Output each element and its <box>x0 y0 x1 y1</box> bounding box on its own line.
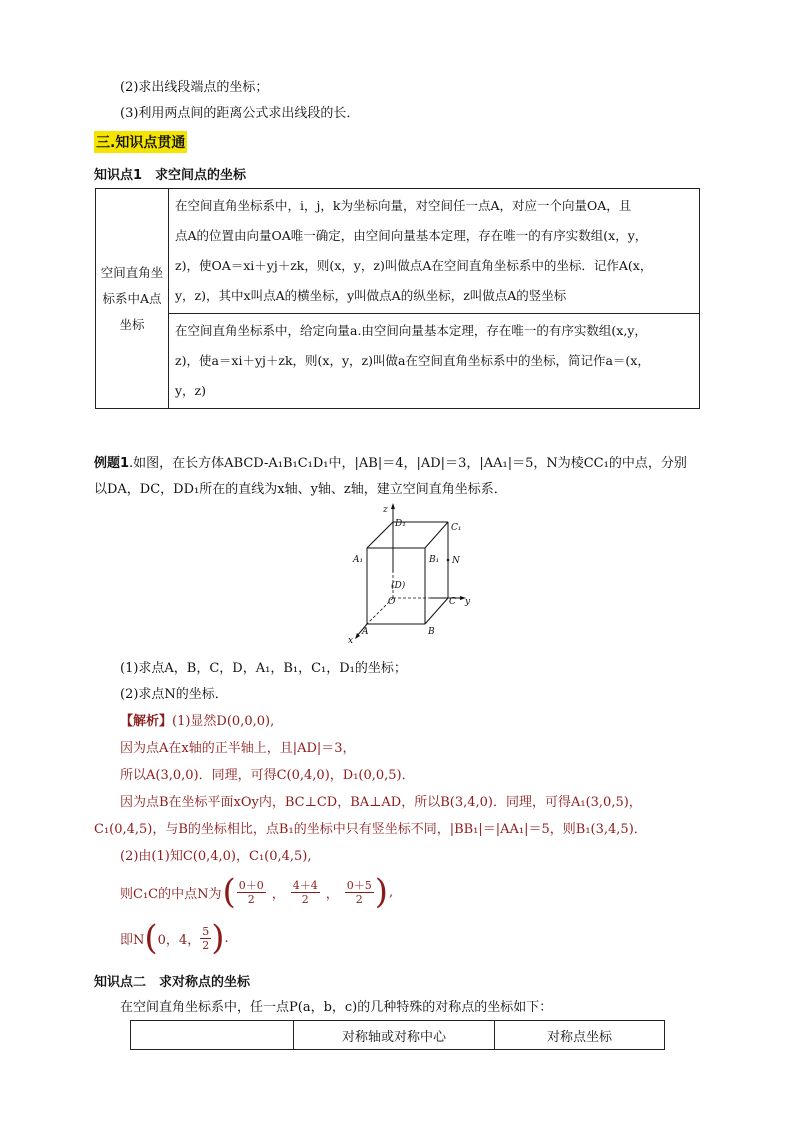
label-d: (D) <box>391 581 406 591</box>
question-2: (2)求点N的坐标． <box>120 687 228 702</box>
example-1-line-2: 以DA，DC，DD₁所在的直线为x轴、y轴、z轴，建立空间直角坐标系． <box>94 482 507 497</box>
definition-line-2: 点A的位置由向量OA唯一确定，由空间向量基本定理，存在唯一的有序实数组(x，y， <box>175 228 648 243</box>
question-1: (1)求点A，B，C，D，A₁，B₁，C₁，D₁的坐标； <box>120 661 407 676</box>
knowledge-table <box>95 188 700 409</box>
symmetry-header-center: 对称轴或对称中心 <box>294 1021 495 1050</box>
solution-line-5: C₁(0,4,5)，与B的坐标相比，点B₁的坐标中只有竖坐标不同，|BB₁|＝|AA₁|＝5，则B₁(3,4,5)． <box>94 822 647 837</box>
symmetry-header-blank <box>131 1021 294 1050</box>
label-c1: C₁ <box>451 523 462 533</box>
midpoint-prefix: 则C₁C的中点N为 <box>120 886 222 902</box>
table-cell-definition <box>169 189 700 314</box>
cuboid-figure <box>345 500 480 645</box>
solution-line-1 <box>120 710 274 729</box>
label-o: O <box>388 597 396 607</box>
intro-step-3: (3)利用两点间的距离公式求出线段的长． <box>120 106 360 121</box>
vector-line-2: z)，使a＝xi＋yj＋zk，则(x，y，z)叫做a在空间直角坐标系中的坐标，简记作a＝(x， <box>175 353 650 368</box>
label-b1: B₁ <box>429 555 440 565</box>
example-label: 例题1 <box>94 456 130 471</box>
definition-line-3: z)，使OA＝xi＋yj＋zk，则(x，y，z)叫做点A在空间直角坐标系中的坐标．记作A(x， <box>175 258 653 273</box>
table-cell-vector <box>169 314 700 409</box>
vector-line-3: y，z) <box>175 383 207 398</box>
label-y: y <box>465 597 471 607</box>
fraction-2: 4＋4 2 <box>292 878 318 906</box>
midpoint-formula: 则C₁C的中点N为 ( 0＋0 2 ， 4＋4 2 ， 0＋5 2 ) , <box>120 872 394 912</box>
midpoint-result: 即N ( 0，4， 5 2 ) . <box>120 918 229 958</box>
solution-line-3: 所以A(3,0,0)．同理，可得C(0,4,0)，D₁(0,0,5)． <box>120 768 415 783</box>
example-text: .如图，在长方体ABCD-A₁B₁C₁D₁中，|AB|＝4，|AD|＝3，|AA₁|＝5，N为棱CC₁的中点，分别 <box>129 456 687 471</box>
vector-line-1: 在空间直角坐标系中，给定向量a.由空间向量基本定理，存在唯一的有序实数组(x,y， <box>175 323 647 338</box>
knowledge-point-1-title: 知识点1 求空间点的坐标 <box>94 168 247 183</box>
definition-line-1: 在空间直角坐标系中，i，j，k为坐标向量，对空间任一点A，对应一个向量OA，且 <box>175 198 632 213</box>
result-coords: 0，4， <box>157 932 201 948</box>
result-prefix: 即N <box>120 932 145 948</box>
solution-line-6: (2)由(1)知C(0,4,0)，C₁(0,4,5), <box>120 849 312 864</box>
solution-line-4: 因为点B在坐标平面xOy内，BC⊥CD，BA⊥AD，所以B(3,4,0)．同理，可得A₁(3,0,5)， <box>120 795 642 810</box>
label-d1: D₁ <box>395 519 406 529</box>
definition-line-4: y，z)，其中x叫点A的横坐标，y叫做点A的纵坐标，z叫做点A的竖坐标 <box>175 288 567 303</box>
symmetry-header-coords: 对称点坐标 <box>495 1021 665 1050</box>
label-z: z <box>383 505 388 515</box>
solution-line-2: 因为点A在x轴的正半轴上，且|AD|＝3， <box>120 741 356 756</box>
left-paren: ( <box>222 872 236 912</box>
solution-tag: 【解析】 <box>120 714 173 729</box>
knowledge-point-2-title: 知识点二 求对称点的坐标 <box>94 975 251 990</box>
table-label: 空间直角坐标系中A点坐标 <box>96 189 169 409</box>
label-a1: A₁ <box>353 555 364 565</box>
section-heading: 三.知识点贯通 <box>94 131 187 153</box>
label-b: B <box>428 627 435 637</box>
fraction-3: 0＋5 2 <box>346 878 372 906</box>
label-a: A <box>362 627 369 637</box>
symmetry-table <box>130 1020 665 1050</box>
fraction-4: 5 2 <box>202 924 210 952</box>
knowledge-point-2-intro: 在空间直角坐标系中，任一点P(a，b，c)的几种特殊的对称点的坐标如下： <box>120 1000 553 1015</box>
fraction-1: 0＋0 2 <box>238 878 264 906</box>
solution-text-1: (1)显然D(0,0,0), <box>172 714 275 729</box>
example-1-line-1 <box>94 452 687 471</box>
label-x: x <box>348 636 354 645</box>
intro-step-2: (2)求出线段端点的坐标； <box>120 80 269 95</box>
label-c: C <box>449 597 456 607</box>
label-n: N <box>452 556 460 566</box>
right-paren: ) <box>374 872 389 912</box>
